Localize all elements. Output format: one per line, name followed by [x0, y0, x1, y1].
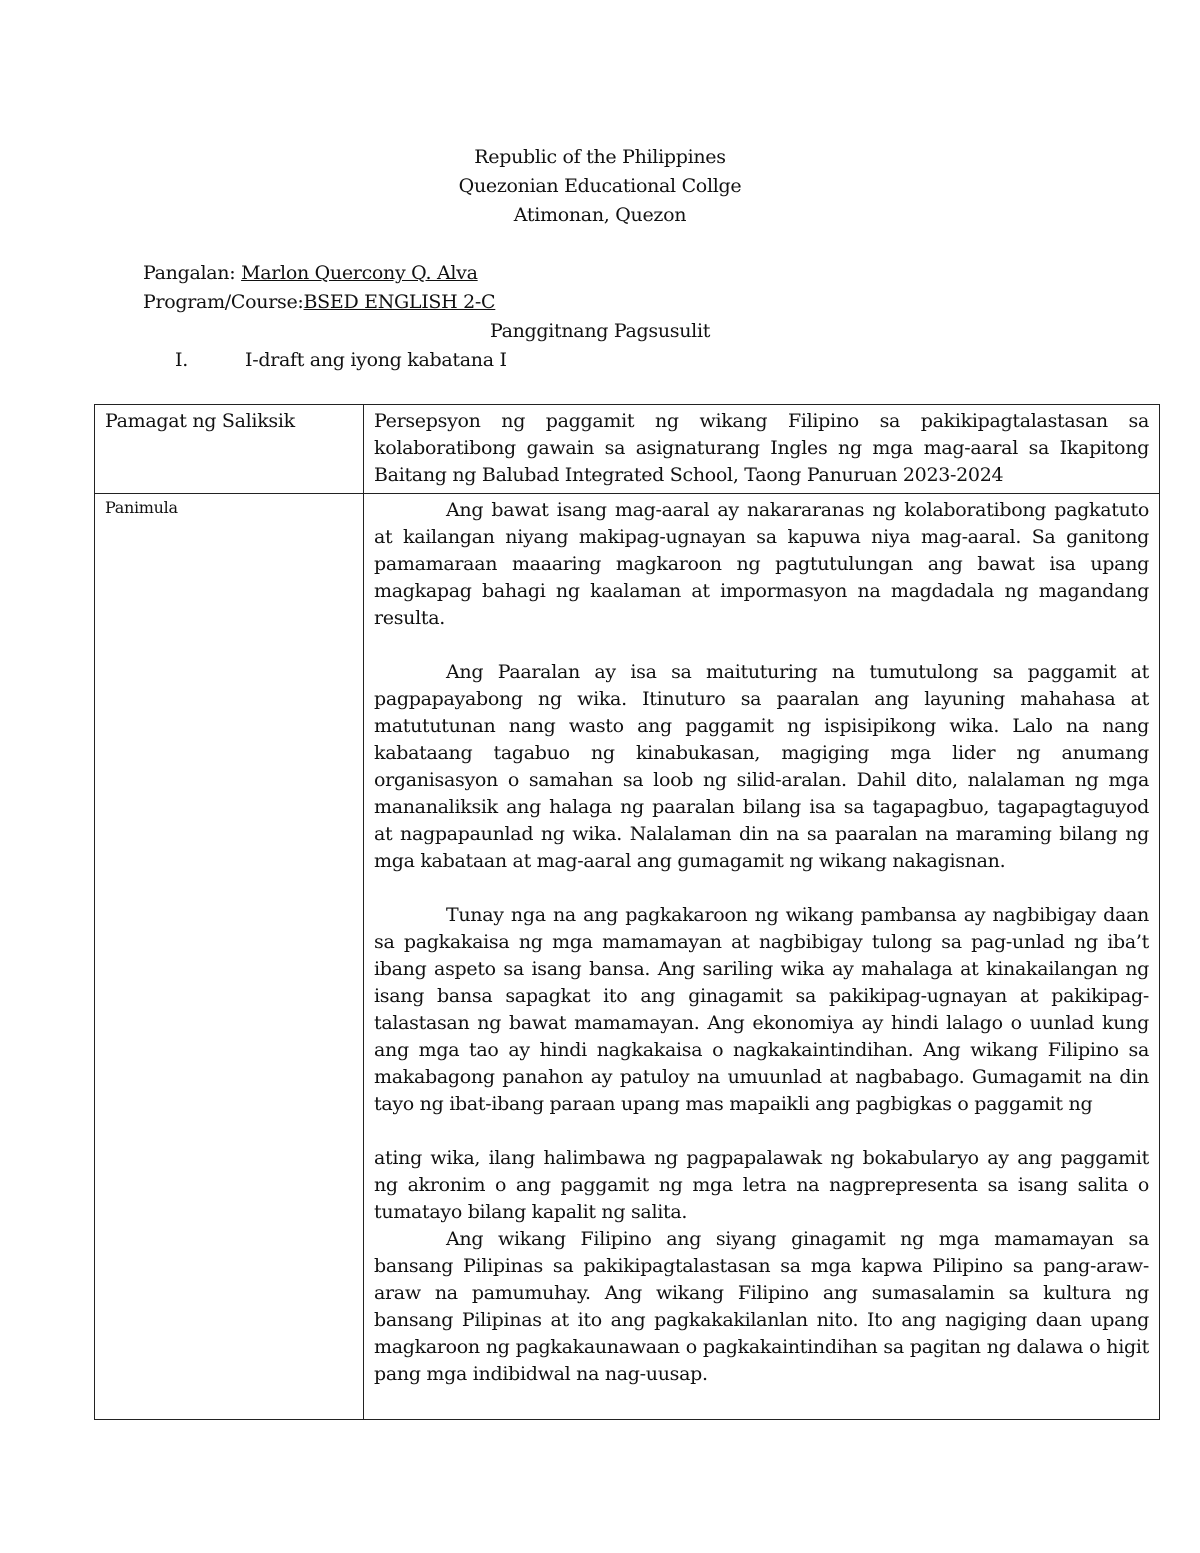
name-value: Marlon Quercony Q. Alva: [241, 262, 478, 284]
intro-label-cell: [95, 494, 364, 1420]
program-label: Program/Course:: [143, 291, 304, 313]
table-row-title: [95, 405, 1160, 494]
program-line: [143, 288, 495, 317]
intro-label: Panimula: [105, 498, 178, 517]
paragraph: Tunay nga na ang pagkakaroon ng wikang pambansa ay nagbibigay daan sa pagkakaisa ng mga mamamayan at nagbibigay tulong sa pag-unlad ng iba’t ibang aspeto sa isang bansa. Ang sariling wika ay mahalaga at kinakailangan ng isang bansa sapagkat ito ang ginagamit sa pakikipag-ugnayan at pakikipag-talastasan ng bawat mamamayan. Ang ekonomiya ay hindi lalago o uunlad kung ang mga tao ay hindi nagkakaisa o nagkakaintindihan. Ang wikang Filipino sa makabagong panahon ay patuloy na umuunlad at nagbabago. Gumagamit na din tayo ng ibat-ibang paraan upang mas mapaikli ang pagbigkas o paggamit ng: [374, 904, 1149, 1115]
table-row-introduction: [95, 494, 1160, 1420]
title-label-cell: [95, 405, 364, 494]
student-info: [143, 259, 495, 317]
header-location: Atimonan, Quezon: [513, 204, 687, 226]
document-header: [0, 143, 1200, 230]
title-content-cell: [364, 405, 1160, 494]
instruction: [175, 346, 507, 375]
program-value: BSED ENGLISH 2-C: [303, 291, 496, 313]
exam-title: Panggitnang Pagsusulit: [489, 320, 711, 342]
instruction-text: I-draft ang iyong kabatana I: [245, 349, 507, 371]
research-title: Persepsyon ng paggamit ng wikang Filipino sa pakikipagtalastasan sa kolaboratibong gawain sa asignaturang Ingles ng mga mag-aaral sa Ikapitong Baitang ng Balubad Integrated School, Taong Panuruan 2023-2024: [374, 410, 1149, 486]
header-college: Quezonian Educational Collge: [458, 175, 742, 197]
paragraph: Ang bawat isang mag-aaral ay nakararanas ng kolaboratibong pagkatuto at kailangan niyang makipag-ugnayan sa kapuwa niya mag-aaral. Sa ganitong pamamaraan maaaring magkaroon ng pagtutulungan ang bawat isa upang magkapag bahagi ng kaalaman at impormasyon na magdadala ng magandang resulta.: [374, 499, 1149, 629]
name-label: Pangalan:: [143, 262, 242, 284]
header-republic: Republic of the Philippines: [474, 146, 726, 168]
name-line: [143, 259, 495, 288]
research-table: [94, 404, 1160, 1420]
intro-content-cell: [364, 494, 1160, 1420]
paragraph: Ang Paaralan ay isa sa maituturing na tumutulong sa paggamit at pagpapayabong ng wika. Itinuturo sa paaralan ang layuning mahahasa at matututunan nang wasto ang paggamit ng ispisipikong wika. Lalo na nang kabataang tagabuo ng kinabukasan, magiging mga lider ng anumang organisasyon o samahan sa loob ng silid-aralan. Dahil dito, nalalaman ng mga mananaliksik ang halaga ng paaralan bilang isa sa tagapagbuo, tagapagtaguyod at nagpapaunlad ng wika. Nalalaman din na sa paaralan na maraming bilang ng mga kabataan at mag-aaral ang gumagamit ng wikang nakagisnan.: [374, 661, 1149, 872]
instruction-number: I.: [175, 349, 188, 371]
paragraph: Ang wikang Filipino ang siyang ginagamit ng mga mamamayan sa bansang Pilipinas sa pakikipagtalastasan sa mga kapwa Pilipino sa pang-araw-araw na pamumuhay. Ang wikang Filipino ang sumasalamin sa kultura ng bansang Pilipinas at ito ang pagkakakilanlan nito. Ito ang nagiging daan upang magkaroon ng pagkakaunawaan o pagkakaintindihan sa pagitan ng dalawa o higit pang mga indibidwal na nag-uusap.: [374, 1228, 1149, 1385]
title-label: Pamagat ng Saliksik: [105, 410, 295, 432]
paragraph: ating wika, ilang halimbawa ng pagpapalawak ng bokabularyo ay ang paggamit ng akronim o ang paggamit ng mga letra na nagprepresenta sa isang salita o tumatayo bilang kapalit ng salita.: [374, 1147, 1149, 1223]
